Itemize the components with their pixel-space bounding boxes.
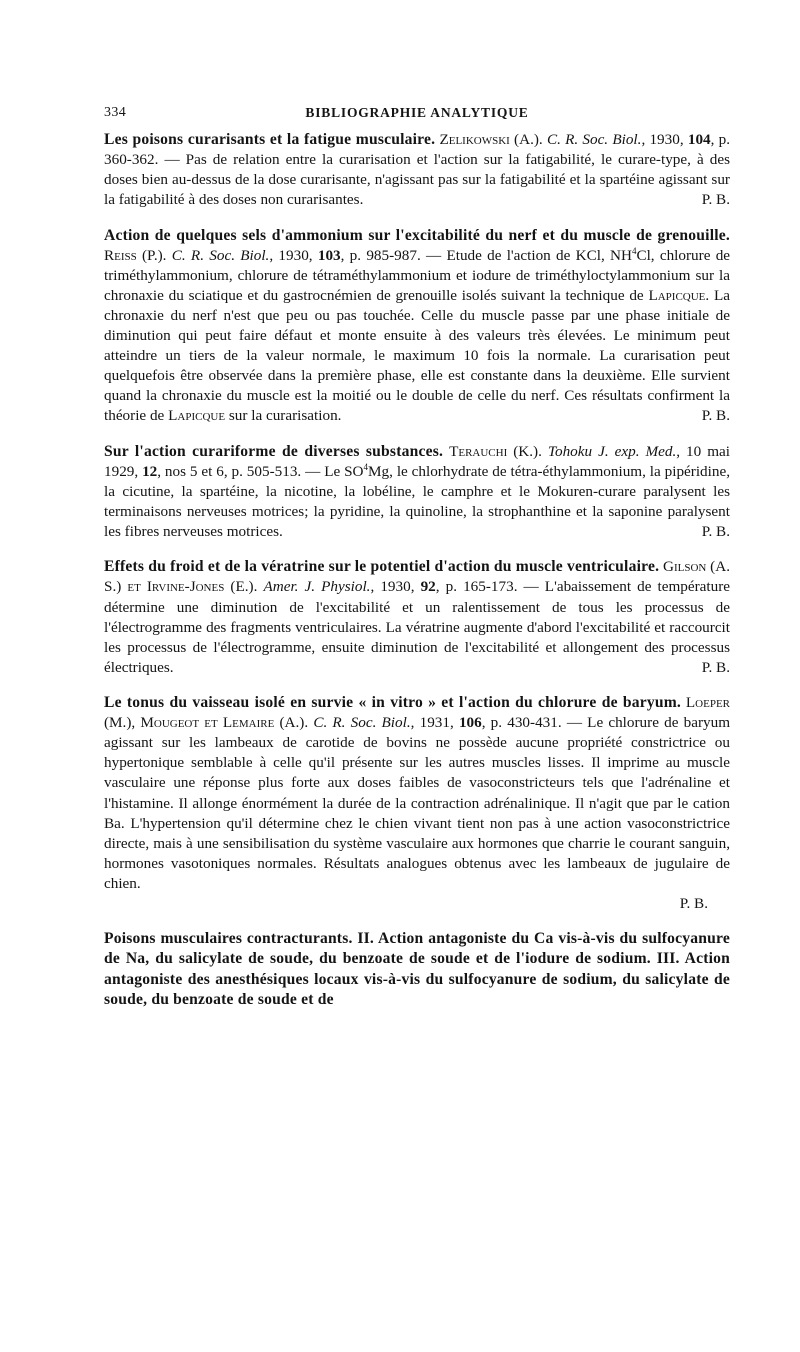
entry-journal: Tohoku J. exp. Med.	[547, 442, 677, 460]
cited-author: Lapicque	[168, 407, 226, 425]
entry-abstract: — Pas de relation entre la curarisation et l'action sur la fatigabilité, le curare-type, à des doses bien au-dessus de la dose curarisante, n'agissant pas sur la fatigabilité et la spartéine agissant sur la fatigabilité à des doses non curarisantes.	[104, 151, 730, 209]
entry-journal: Amer. J. Physiol.	[263, 578, 371, 596]
entry-abstract: — Etude de l'action de KCl, NH	[420, 246, 632, 264]
entry-signature: P. B.	[701, 658, 730, 676]
entry-year: , 1930,	[269, 246, 318, 264]
cited-author: Lapicque	[648, 286, 706, 304]
entry-abstract-cont: . La chronaxie du nerf n'est que peu ou pas touchée. Celle du muscle passe par une phase initiale de diminution qui peut faire défaut et monte ensuite à des valeurs très élevées. Le minimum peut atteindre un tiers de la valeur normale, le maximum 10 fois la normale. La curarisation peut quelquefois être observée dans la première phase, elle est constante dans la deuxième. Elle survient quand la chronaxie du muscle est la moitié ou le double de celle du nerf. Ces résultats confirment la théorie de	[104, 286, 730, 425]
entry-authors: Terauchi (K.).	[449, 442, 542, 460]
bibliography-entry	[104, 130, 730, 210]
entry-volume: 104	[687, 131, 711, 148]
entry-year: , 1930,	[641, 131, 688, 148]
entry-journal: C. R. Soc. Biol.	[313, 714, 411, 732]
page-number: 334	[104, 105, 127, 120]
bibliography-entry	[104, 557, 730, 678]
entry-authors: Reiss (P.).	[104, 246, 167, 264]
running-title: BIBLIOGRAPHIE ANALYTIQUE	[305, 105, 529, 120]
entry-journal: C. R. Soc. Biol.	[546, 131, 642, 148]
entry-volume: 12	[142, 462, 158, 480]
entry-year: , 1930,	[370, 578, 421, 596]
bibliography-entry	[104, 226, 730, 427]
entry-title: Action de quelques sels d'ammonium sur l'excitabilité du nerf et du muscle de grenouille.	[104, 226, 730, 244]
bibliography-entry	[104, 929, 730, 1009]
entry-pages: , p. 430-431.	[481, 714, 562, 732]
entry-abstract: — L'abaissement de température détermine une diminution de l'excitabilité et un ralentissement de tous les processus de l'électrogramme des fragments ventriculaires. La vératrine augmente d'abord l'excitabilité et raccourcit les processus de l'électrogramme, ensuite diminution de l'excitabilité et allongement des processus électriques.	[104, 578, 731, 676]
entry-volume: 92	[420, 578, 436, 596]
superscript: 4	[631, 245, 637, 256]
entry-title: Les poisons curarisants et la fatigue musculaire.	[104, 131, 436, 148]
bibliography-entry	[104, 442, 730, 542]
entry-authors: Loeper (M.), Mougeot et Lemaire (A.).	[104, 694, 731, 732]
entry-pages: , p. 360-362.	[104, 131, 731, 169]
entry-title: Sur l'action curariforme de diverses substances.	[104, 442, 444, 460]
entry-signature: P. B.	[701, 191, 730, 209]
entry-volume: 106	[458, 714, 482, 732]
entry-abstract-end: sur la curarisation.	[225, 407, 342, 425]
entry-authors: Zelikowski (A.).	[439, 131, 543, 148]
entry-pages: , p. 985-987.	[340, 246, 421, 264]
bibliography-entry	[104, 693, 730, 914]
entry-title: Le tonus du vaisseau isolé en survie « in vitro » et l'action du chlorure de baryum.	[104, 694, 682, 712]
entry-abstract-cont: Mg, le chlorhydrate de tétra-éthylammonium, la pipéridine, la cicutine, la spartéine, la nicotine, la lobéline, le camphre et le Mokuren-curare paralysent les terminaisons nerveuses motrices; la pyridine, la quinoline, la strophanthine et la saponine paralysent les fibres nerveuses motrices.	[104, 462, 731, 541]
entry-signature: P. B.	[679, 895, 708, 913]
entry-pages: , p. 165-173.	[435, 578, 518, 596]
entry-abstract: — Le SO	[301, 462, 364, 480]
superscript: 4	[363, 461, 369, 472]
running-header	[104, 102, 730, 126]
entry-signature: P. B.	[701, 407, 730, 425]
page	[104, 102, 730, 1025]
entry-pages: , nos 5 et 6, p. 505-513.	[157, 462, 302, 480]
entry-year: , 1931,	[410, 714, 459, 732]
entry-title: Effets du froid et de la vératrine sur le potentiel d'action du muscle ventriculaire.	[104, 558, 660, 576]
entry-year: , 10 mai 1929,	[104, 442, 731, 480]
entry-signature: P. B.	[701, 523, 730, 541]
entry-abstract-cont: Cl, chlorure de triméthylammonium, chlorure de tétraméthylammonium et iodure de triméthyloctylammonium sur la chronaxie du sciatique et du gastrocnémien de grenouille isolés suivant la technique de	[104, 246, 731, 304]
entry-title: Poisons musculaires contracturants. II. Action antagoniste du Ca vis-à-vis du sulfocyanure de Na, du salicylate de soude, du benzoate de soude et de l'iodure de sodium. III. Action antagoniste des anesthésiques locaux vis-à-vis du sulfocyanure de sodium, du salicylate de soude, du benzoate de soude et de	[104, 930, 730, 1008]
entry-authors: Gilson (A. S.) et Irvine-Jones (E.).	[104, 558, 731, 596]
entry-journal: C. R. Soc. Biol.	[171, 246, 270, 264]
entry-volume: 103	[317, 246, 341, 264]
entry-abstract: — Le chlorure de baryum agissant sur les lambeaux de carotide de bovins ne possède aucune propriété constrictrice ou hypertonique semblable à celle qu'il présente sur les autres muscles lisses. Il imprime au muscle vasculaire une réponse plus forte aux doses faibles de vasoconstricteurs tels que l'adrénaline et l'histamine. Il allonge énormément la durée de la contraction adrénalinique. Il n'agit que par le cation Ba. L'hypertension qu'il détermine chez le chien vivant tient non pas à une action vasoconstrictrice directe, mais à une sensibilisation du système vasculaire aux hormones que charrie le courant sanguin, hormones vasotoniques normales. Résultats analogues obtenus avec les lambeaux de jugulaire de chien.	[104, 714, 731, 892]
